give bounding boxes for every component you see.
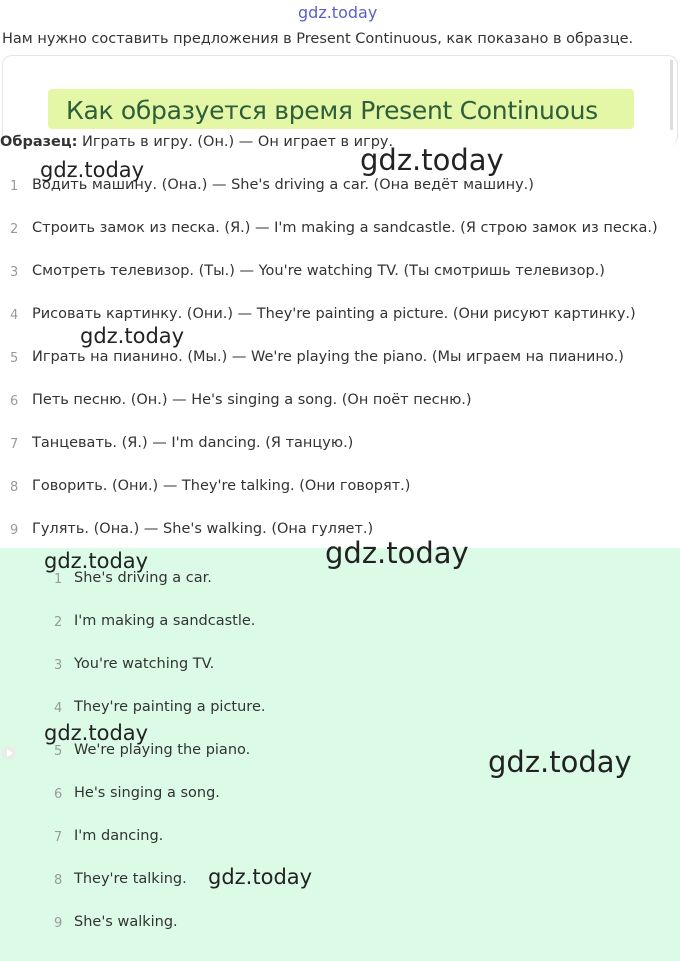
item-text: Играть на пианино. (Мы.) — We're playing the piano. (Мы играем на пианино.)	[32, 349, 624, 365]
answer-number: 9	[54, 916, 63, 931]
answer-number: 5	[54, 744, 63, 759]
item-number: 8	[10, 480, 19, 495]
item-text: Рисовать картинку. (Они.) — They're painting a picture. (Они рисуют картинку.)	[32, 306, 636, 322]
answer-number: 2	[54, 615, 63, 630]
watermark: gdz.today	[80, 324, 185, 348]
watermark: gdz.today	[44, 721, 149, 745]
answer-text: You're watching TV.	[74, 656, 215, 672]
task-instruction: Нам нужно составить предложения в Present Continuous, как показано в образце.	[2, 31, 634, 47]
answer-number: 3	[54, 658, 63, 673]
example-line	[0, 134, 393, 150]
item-number: 2	[10, 222, 19, 237]
answer-number: 4	[54, 701, 63, 716]
answer-number: 8	[54, 873, 63, 888]
item-number: 5	[10, 351, 19, 366]
play-icon[interactable]	[2, 746, 16, 760]
example-text: Играть в игру. (Он.) — Он играет в игру.	[77, 134, 394, 150]
item-text: Петь песню. (Он.) — He's singing a song. (Он поёт песню.)	[32, 392, 472, 408]
item-number: 4	[10, 308, 19, 323]
site-logo[interactable]: gdz.today	[298, 3, 378, 22]
topic-banner-title[interactable]: Как образуется время Present Continuous	[66, 96, 598, 125]
card-scrollbar[interactable]	[670, 60, 673, 130]
watermark: gdz.today	[488, 745, 632, 779]
answer-number: 7	[54, 830, 63, 845]
example-label: Образец:	[0, 134, 78, 150]
item-number: 7	[10, 437, 19, 452]
watermark: gdz.today	[208, 865, 313, 889]
item-text: Гулять. (Она.) — She's walking. (Она гуляет.)	[32, 521, 374, 537]
item-number: 6	[10, 394, 19, 409]
item-number: 3	[10, 265, 19, 280]
answer-text: They're painting a picture.	[74, 699, 266, 715]
answer-text: I'm dancing.	[74, 828, 164, 844]
answer-number: 1	[54, 572, 63, 587]
item-text: Говорить. (Они.) — They're talking. (Они говорят.)	[32, 478, 411, 494]
answer-text: They're talking.	[74, 871, 187, 887]
item-text: Смотреть телевизор. (Ты.) — You're watching TV. (Ты смотришь телевизор.)	[32, 263, 605, 279]
answer-text: She's driving a car.	[74, 570, 212, 586]
watermark: gdz.today	[325, 536, 469, 570]
item-text: Строить замок из песка. (Я.) — I'm making a sandcastle. (Я строю замок из песка.)	[32, 220, 658, 236]
item-number: 9	[10, 523, 19, 538]
item-number: 1	[10, 179, 19, 194]
answer-text: I'm making a sandcastle.	[74, 613, 256, 629]
answer-text: He's singing a song.	[74, 785, 220, 801]
answer-number: 6	[54, 787, 63, 802]
watermark: gdz.today	[360, 143, 504, 177]
item-text: Водить машину. (Она.) — She's driving a car. (Она ведёт машину.)	[32, 177, 534, 193]
answer-text: We're playing the piano.	[74, 742, 251, 758]
watermark: gdz.today	[40, 158, 145, 182]
answer-text: She's walking.	[74, 914, 178, 930]
watermark: gdz.today	[44, 549, 149, 573]
item-text: Танцевать. (Я.) — I'm dancing. (Я танцую.)	[32, 435, 354, 451]
